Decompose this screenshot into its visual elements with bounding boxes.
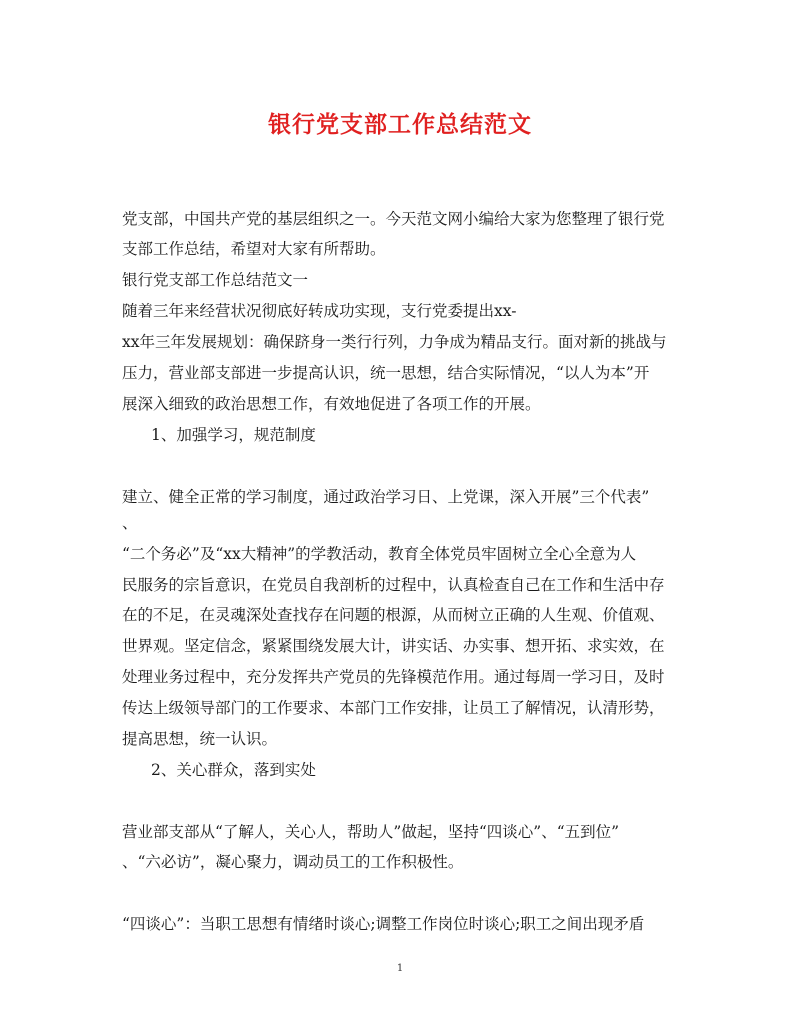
section-heading: 银行党支部工作总结范文一: [122, 271, 309, 289]
body-line: 营业部支部从“了解人，关心人，帮助人”做起，坚持“四谈心”、“五到位”: [122, 823, 620, 841]
body-line: 、“六必访”，凝心聚力，调动员工的工作积极性。: [122, 853, 464, 871]
document-title: 银行党支部工作总结范文: [268, 111, 532, 138]
body-line: 展深入细致的政治思想工作，有效地促进了各项工作的开展。: [122, 395, 541, 413]
body-line: 、: [122, 514, 138, 532]
body-line: 传达上级领导部门的工作要求、本部门工作安排，让员工了解情况，认清形势，: [122, 699, 665, 717]
body-line: “二个务必”及“xx大精神”的学教活动，教育全体党员牢固树立全心全意为人: [122, 545, 637, 563]
body-line: 在的不足，在灵魂深处查找存在问题的根源，从而树立正确的人生观、价值观、: [122, 606, 665, 624]
body-line: 处理业务过程中，充分发挥共产党员的先锋模范作用。通过每周一学习日，及时: [122, 668, 665, 686]
body-line: 民服务的宗旨意识，在党员自我剖析的过程中，认真检查自己在工作和生活中存: [122, 576, 665, 594]
subsection-heading: 2、关心群众，落到实处: [151, 761, 316, 779]
body-line: xx年三年发展规划：确保跻身一类行行列，力争成为精品支行。面对新的挑战与: [122, 333, 667, 351]
body-line: “四谈心”：当职工思想有情绪时谈心;调整工作岗位时谈心;职工之间出现矛盾: [122, 915, 645, 933]
body-line: 世界观。坚定信念，紧紧围绕发展大计，讲实话、办实事、想开拓、求实效，在: [122, 637, 665, 655]
body-line: 随着三年来经营状况彻底好转成功实现，支行党委提出xx-: [122, 302, 517, 320]
body-line: 党支部，中国共产党的基层组织之一。今天范文网小编给大家为您整理了银行党: [122, 210, 665, 228]
body-line: 建立、健全正常的学习制度，通过政治学习日、上党课，深入开展”三个代表”: [122, 488, 650, 506]
page-number: 1: [396, 963, 404, 974]
body-line: 提高思想，统一认识。: [122, 730, 278, 748]
body-line: 支部工作总结，希望对大家有所帮助。: [122, 240, 386, 258]
body-line: 压力，营业部支部进一步提高认识，统一思想，结合实际情况，“以人为本”开: [122, 364, 650, 382]
subsection-heading: 1、加强学习，规范制度: [151, 426, 316, 444]
